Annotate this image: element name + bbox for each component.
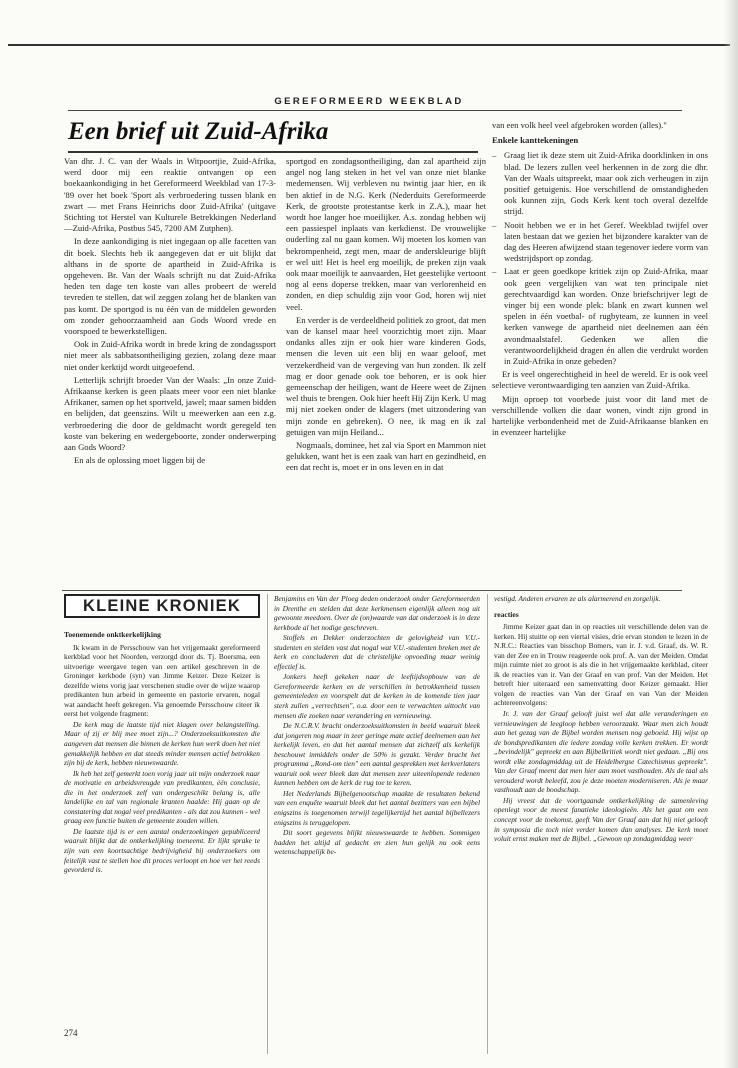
title-rule	[68, 151, 478, 153]
quote-paragraph: Het Nederlands Bijbelgenootschap maakte de resultaten bekend van een enquête waaruit bleek dat het aantal bezitters van een bijbel enigszins is toegenomen terwijl tegelijkertijd het aantal bijbellezers enigszins is teruggelopen.	[274, 788, 480, 827]
header-rule	[68, 110, 682, 111]
quote-paragraph: Hij vreest dat de voortgaande ontkerkelijking de samenleving openlegt voor de meest fanatieke ideologieën. Als het gaat om een concept voor de toekomst, geeft Van der Graaf aan dat hij niet gelooft in symposia die toch niet verder komen dan analyses. De kerk moet voluit ernst maken met de Bijbel. „Gewoon op zondagmiddag weer	[494, 795, 708, 844]
kroniek-column-2	[274, 594, 480, 858]
list-item-text: Graag liet ik deze stem uit Zuid-Afrika doorklinken in ons blad. De lezers zullen veel herkennen in de zorg die dhr. Van der Waals uitspreekt, maar ook zich verheugen in zijn positief getuigenis. Hoe verschillend de omstandigheden ook kunnen zijn, Gods Kerk kent toch overal dezelfde strijd.	[504, 150, 708, 217]
dash-bullet: –	[492, 150, 497, 161]
paragraph: Ik kwam in de Persschouw van het vrijgemaakt gereformeerd kerkblad voor het Noorden, verzorgd door ds. Tj. Boersma, een uitvoerige weergave tegen van een artikel geschreven in de Groninger kerkbode (syn) van Jimme Keizer. Deze Keizer is dezelfde wiens vorig jaar verschenen studie over de wijze waarop predikanten hun arbeid in gemeente en pastorie ervaren, nogal wat aandacht heeft gekregen. Via genoemde Persschouw citeer ik eerst het volgende fragment:	[64, 642, 260, 719]
quote-paragraph: Benjamins en Van der Ploeg deden onderzoek onder Gereformeerden in Drenthe en stelden dat deze kerkmensen eigenlijk alleen nog uit gewoonte meedoen. Over de (on)waarde van dat onderzoek is in deze kerkbode al het nodige geschreven.	[274, 594, 480, 632]
paragraph: En als de oplossing moet liggen bij de	[74, 455, 206, 466]
page-number: 274	[64, 1028, 78, 1038]
paragraph: Letterlijk schrijft broeder Van der Waals: „In onze Zuid-Afrikaanse kerken is geen plaats meer voor een niet blanke Afrikaner, samen op het sportveld, jawel; maar samen bidden en belijden, dat geenszins. Wilt u meewerken aan een z.g. verbroedering die door de geldmacht wordt geregeld ten koste van bekering en wedergeboorte, zonder onderwerping aan Gods Woord?	[64, 374, 276, 453]
dash-bullet: –	[492, 266, 497, 277]
quote-paragraph: De kerk mag de laatste tijd niet klagen over belangstelling. Maar of zij er blij mee moet zijn...? Onderzoeksuitkomsten die aangeven dat mensen die binnen de kerken hun werk doen het niet gemakkelijk hebben en dat steeds minder mensen actief betrokken zijn bij de kerk, hebben nieuwswaarde.	[64, 719, 260, 768]
top-rule	[8, 44, 730, 46]
quote-paragraph: Stoffels en Dekker onderzochten de gelovigheid van V.U.-studenten en stelden vast dat nogal wat V.U.-studenten breken met de kerk en concluderen dat de christelijke opvoeding maar weinig effectief is.	[274, 633, 480, 671]
list-item	[492, 220, 708, 265]
publication-header: GEREFORMEERD WEEKBLAD	[274, 96, 464, 107]
paragraph: Ook in Zuid-Afrika wordt in brede kring de zondagssport niet meer als sabbatsontheiliging gezien, zolang deze maar niet onder kerktijd wordt uitgeoefend.	[64, 339, 276, 372]
section-subhead: Enkele kanttekeningen	[492, 135, 579, 146]
column-divider	[267, 594, 268, 1054]
list-item	[492, 150, 708, 217]
binding-shadow	[724, 0, 738, 1068]
quote-paragraph: Ir. J. van der Graaf gelooft juist wel dat alle veranderingen en vernieuwingen de leegloop hebben veroorzaakt. Waar men zich houdt aan het gezag van de Bijbel worden mensen nog geboeid. Hij wijst op de bondspredikanten die iedere zondag volle kerken trekken. Er wordt „bevindelijk" gepreekt en aan Bijbelkritiek wordt niet gedaan. „Bij ons wordt elke zondagmiddag uit de Heidelbergse Catechismus gepreekt". Van der Graaf meent dat men hier aan moet vasthouden. Als de taal als verouderd wordt beleefd, zou je deze moeten moderniseren. Als je maar vasthoudt aan de boodschap.	[494, 709, 708, 795]
kroniek-title-box: KLEINE KRONIEK	[64, 594, 260, 618]
paragraph: Jimme Keizer gaat dan in op reacties uit verschillende delen van de kerken. Hij stuitte op een viertal visies, drie ervan stonden te lezen in de N.R.C.: Reacties van bisschop Bomers, van ir. J. v.d. Graaf, ds. W. R. van der Zee en in Trouw reageerde ook prof. A. van der Meiden. Omdat mijn ruimte niet zo groot is als die in het vrijgemaakte kerkblad, citeer ik de reacties van ir. Van der Graaf en van prof. Van der Meiden. Het betreft hier uiteraard een samenvatting door Keizer gemaakt. Hier volgen de reacties van Van der Graaf en van Van der Meiden achtereenvolgens:	[494, 622, 708, 708]
article-column-3	[492, 120, 708, 440]
kroniek-column-3	[494, 594, 708, 845]
quote-paragraph: Dit soort gegevens blijkt nieuwswaarde te hebben. Sommigen hadden het altijd al gedacht en zien hun gelijk nu ook eens wetenschappelijk be-	[274, 828, 480, 857]
quote-paragraph: De laatste tijd is er een aantal onderzoekingen gepubliceerd waaruit blijkt dat de ontkerkelijking toeneemt. Er lijkt sprake te zijn van een koortsachtige bedrijvigheid bij onderzoekers om feitelijk vast te stellen hoe dit proces verloopt en hoe ver het reeds gevorderd is.	[64, 826, 260, 875]
list-item-text: Laat er geen goedkope kritiek zijn op Zuid-Afrika, maar ook geen vergelijken van wat ten principale niet gerechtvaardigd kan worden. Onze briefschrijver legt de vinger bij een wonde plek: blank en zwart kunnen wel spelen in één voetbal- of rugbyteam, ze kunnen in veel kerken vanwege de apartheid niet deelnemen aan één avondmaalstafel. Gedenken we allen die verantwoordelijkheid dragen én allen die verdrukt worden in Zuid-Afrika in onze gebeden?	[504, 266, 708, 367]
paragraph: Van dhr. J. C. van der Waals in Witpoortjie, Zuid-Afrika, werd door mij een reaktie ontvangen op een boekaankondiging in het Gereformeerd Weekblad van 17-3-'89 over het boek 'Sport als verbroedering tussen blank en zwart — met Frans Heinrichs door Zuid-Afrika' (uitgave Stichting tot Herstel van Kulturele Betrekkingen Nederland—Zuid-Afrika, Postbus 545, 7200 AM Zutphen).	[64, 156, 276, 234]
paragraph: Nogmaals, dominee, het zal via Sport en Mammon niet gelukken, want het is een zaak van hart en gezindheid, en een dat recht is, moet er in ons leven en in dat	[286, 440, 486, 473]
quote-paragraph: Ik heb het zelf gemerkt toen vorig jaar uit mijn onderzoek naar de motivatie en arbeidsvreugde van predikanten, één conclusie, die in het onderzoek zelf van ondergeschikt belang is, alle landelijke en tal van regionale kranten haalde: Hij gaan op de constatering dat nogal veel predikanten - als dat zou kunnen - wel graag een functie buiten de gemeente zouden willen.	[64, 768, 260, 826]
paragraph: En verder is de verdeeldheid politiek zo groot, dat men van de kansel maar heel voorzichtig moet zijn. Maar ondanks alles zijn er ook hier ware kinderen Gods, mensen die leven uit een blij en waar geloof, met verzekerdheid van de vergeving van hun zonden. Ik zelf mag er door genade ook toe behoren, er is ook hier gemeenschap der heiligen, want de Heere weet de Zijnen wel thuis te brengen. Ook hier heeft Hij Zijn Kerk. U mag mij niet zoeken onder de klagers (met uitzondering van mijn zonde en gebreken). O nee, ik mag en ik zal getuigen van mijn Heiland...	[286, 314, 486, 437]
quote-paragraph: vestigd. Anderen ervaren ze als alarmerend en zorgelijk.	[494, 594, 661, 603]
section-rule	[62, 590, 682, 591]
kroniek-subhead: reacties	[494, 609, 519, 619]
quote-paragraph: De N.C.R.V. bracht onderzoeksuitkomsten in beeld waaruit bleek dat jongeren nog maar in zeer geringe mate actief deelnemen aan het kerkelijk leven, en dat het aantal mensen dat zichzelf als kerkelijk beschouwt inmiddels onder de 50% is gezakt. Verder bracht het programma „Rond-om tien" een aantal gesprekken met kerkverlaters waaruit ook weer bleek dan dat mensen zeer uiteenlopende redenen kunnen hebben om de kerk de rug toe te keren.	[274, 721, 480, 788]
column-divider	[487, 594, 488, 1054]
paragraph: Er is veel ongerechtigheid in heel de wereld. Er is ook veel selectieve verontwaardiging ten aanzien van Zuid-Afrika.	[492, 369, 708, 391]
paragraph: van een volk heel veel afgebroken worden (alles)."	[492, 120, 667, 130]
paragraph: sportgod en zondagsontheiliging, dan zal apartheid zijn angel nog lang steken in het vel van onze niet blanke medemensen. Wij verbleven nu twintig jaar hier, en ik ben aktief in de N.G. Kerk (Nederduits Gereformeerde Kerk, de grootste protestantse kerk in Z.A.), maar het wordt hoe langer hoe moeilijker. A.s. zondag hebben wij een passiespel inplaats van kerkdienst. De vrouwelijke ouderling zal nu gaan komen. Wij moeten los komen van bekrompenheid, zegt men, maar de anderskleurige blijft er wel uit! Het is heel erg moeilijk, de preken zijn vaak ook maar moeilijk te aanvaarden, Het geestelijke vertoont nog al eens doperse trekken, maar van verlorenheid en zonden, en diep schuldig zijn voor God, horen wij niet veel.	[286, 156, 486, 312]
quote-paragraph: Jonkers heeft gekeken naar de leeftijdsopbouw van de Gereformeerde kerken en de verschillen in betrokkenheid tussen gemeenteleden en voorspelt dat de kerken in de komende tien jaar sterk zullen „verrechtsen", o.a. door een te verwachten uittocht van mensen die zoeken naar verandering en vernieuwing.	[274, 672, 480, 720]
kroniek-column-1	[64, 624, 260, 876]
paragraph: In deze aankondiging is niet ingegaan op alle facetten van dit boek. Slechts heb ik aangegeven dat er uit blijkt dat althans in de sporte de apartheid in Zuid-Afrika is opgeheven. Br. Van der Waals schrijft nu dat Zuid-Afrika heden ten dage ten koste van alles probeert de wereld tevreden te stellen, dat wil zeggen zolang het de blanken van pas komt. De sportgod is nu één van de middelen geworden om zonder gehoorzaamheid aan Gods Woord vrede en voorspoed te bewerkstelligen.	[64, 236, 276, 337]
article-column-2	[286, 156, 486, 476]
article-title: Een brief uit Zuid-Afrika	[68, 118, 329, 145]
article-column-1	[64, 156, 276, 468]
list-item	[492, 266, 708, 367]
dash-bullet: –	[492, 219, 497, 230]
kroniek-subhead: Toenemende onktkerkelijking	[64, 630, 161, 639]
list-item-text: Nooit hebben we er in het Geref. Weekblad twijfel over laten bestaan dat we gezien het bijzondere karakter van de dag des Heeren afwijzend staan tegenover iedere vorm van wedstrijdsport op zondag.	[504, 219, 708, 264]
paragraph: Mijn oproep tot voorbede juist voor dit land met de verschillende volken die daar wonen, vindt zijn grond in hartelijke verbondenheid met de Zuid-Afrikaanse blanken en in evenzeer hartelijke	[492, 393, 708, 438]
